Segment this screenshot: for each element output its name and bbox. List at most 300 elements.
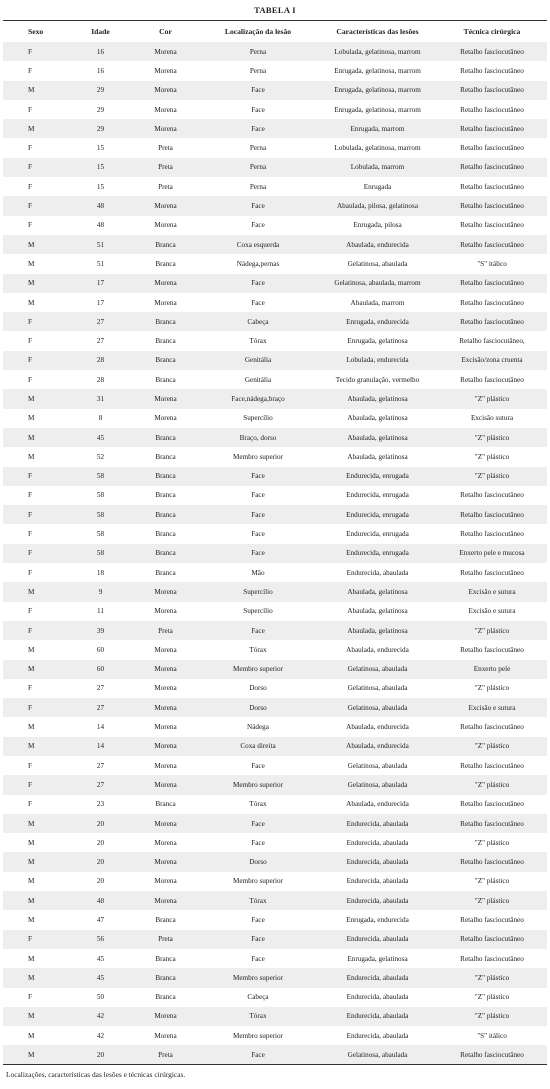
cell-cor: Morena: [154, 761, 177, 770]
table-row: [3, 1026, 547, 1045]
table-row: [3, 891, 547, 910]
cell-sexo: M: [3, 968, 68, 987]
cell-idade: 60: [96, 645, 105, 654]
cell-sexo: F: [3, 196, 68, 215]
cell-idade: 8: [98, 414, 103, 423]
cell-tecnica: "Z" plástico: [437, 775, 547, 794]
cell-cor: Morena: [154, 66, 177, 75]
table-row: [3, 486, 547, 505]
cell-tecnica: Retalho fasciocutâneo: [460, 645, 524, 654]
cell-sexo: M: [28, 723, 35, 732]
cell-tecnica: Retalho fasciocutâneo: [437, 235, 547, 254]
cell-cor: Preta: [158, 144, 173, 153]
table-row: [3, 988, 547, 1007]
cell-cor: Morena: [154, 684, 177, 693]
cell-sexo: M: [3, 274, 68, 293]
cell-idade: 42: [96, 1031, 105, 1040]
cell-tecnica: Retalho fasciocutâneo: [437, 505, 547, 524]
cell-idade: 58: [96, 491, 105, 500]
cell-localizacao: Perna: [249, 182, 267, 191]
cell-idade: 45: [68, 968, 133, 987]
cell-idade: 58: [68, 544, 133, 563]
cell-sexo: F: [3, 930, 68, 949]
cell-sexo: M: [28, 298, 35, 307]
cell-localizacao: Face: [198, 196, 318, 215]
cell-cor: Branca: [155, 530, 176, 539]
cell-localizacao: Face: [251, 105, 265, 114]
cell-caracteristicas: Enrugada, endurecida: [318, 312, 437, 331]
cell-caracteristicas: Gelatinosa, abaulada: [318, 775, 437, 794]
cell-cor: Preta: [133, 930, 198, 949]
cell-localizacao: Face: [251, 954, 265, 963]
cell-localizacao: Supercílio: [198, 582, 318, 601]
cell-tecnica: "Z" plástico: [474, 684, 510, 693]
cell-tecnica: "Z" plástico: [437, 968, 547, 987]
cell-tecnica: "Z" plástico: [437, 389, 547, 408]
cell-sexo: M: [3, 582, 68, 601]
cell-sexo: F: [28, 684, 32, 693]
cell-localizacao: Membro superior: [232, 877, 284, 886]
cell-tecnica: "Z" plástico: [437, 891, 547, 910]
cell-localizacao: Face: [198, 621, 318, 640]
cell-sexo: F: [28, 530, 32, 539]
cell-caracteristicas: Abaulada, pilosa, gelatinosa: [318, 196, 437, 215]
cell-idade: 20: [68, 814, 133, 833]
cell-localizacao: Tórax: [249, 800, 267, 809]
cell-sexo: M: [28, 414, 35, 423]
table-row: [3, 119, 547, 138]
table-row: [3, 582, 547, 601]
table-row: [3, 138, 547, 157]
cell-caracteristicas: Endurecida, abaulada: [318, 814, 437, 833]
cell-localizacao: Face: [198, 505, 318, 524]
cell-sexo: M: [3, 891, 68, 910]
cell-idade: 29: [96, 105, 105, 114]
table-row: [3, 563, 547, 582]
cell-tecnica: "S" itálico: [477, 259, 507, 268]
cell-caracteristicas: Enrugada, gelatinosa, marrom: [334, 66, 421, 75]
cell-cor: Morena: [154, 414, 177, 423]
cell-sexo: F: [28, 221, 32, 230]
cell-tecnica: Excisão sutura: [470, 414, 514, 423]
cell-sexo: M: [3, 737, 68, 756]
cell-sexo: M: [3, 1007, 68, 1026]
cell-tecnica: "Z" plástico: [474, 877, 510, 886]
cell-sexo: M: [3, 428, 68, 447]
table-row: [3, 775, 547, 794]
cell-tecnica: "Z" plástico: [474, 993, 510, 1002]
cell-cor: Morena: [154, 645, 177, 654]
cell-cor: Morena: [133, 1007, 198, 1026]
cell-cor: Morena: [133, 698, 198, 717]
cell-caracteristicas: Endurecida, abaulada: [318, 968, 437, 987]
table-row: [3, 158, 547, 177]
cell-localizacao: Perna: [198, 158, 318, 177]
cell-caracteristicas: Enrugada, gelatinosa, marrom: [318, 81, 437, 100]
cell-sexo: F: [3, 505, 68, 524]
cell-localizacao: Face: [198, 119, 318, 138]
table-row: [3, 389, 547, 408]
cell-localizacao: Braço, dorso: [198, 428, 318, 447]
table-row: [3, 312, 547, 331]
cell-sexo: F: [28, 761, 32, 770]
cell-sexo: F: [3, 544, 68, 563]
cell-tecnica: Retalho fasciocutâneo: [437, 930, 547, 949]
cell-cor: Branca: [155, 452, 176, 461]
cell-tecnica: Excisão e sutura: [437, 698, 547, 717]
table-row: [3, 370, 547, 389]
cell-localizacao: Face: [198, 1045, 318, 1064]
cell-localizacao: Tórax: [198, 891, 318, 910]
cell-sexo: F: [3, 158, 68, 177]
cell-localizacao: Dorso: [249, 684, 267, 693]
table-row: [3, 910, 547, 929]
table-row: [3, 544, 547, 563]
cell-idade: 52: [96, 452, 105, 461]
table-row: [3, 235, 547, 254]
cell-idade: 28: [68, 351, 133, 370]
cell-idade: 27: [68, 312, 133, 331]
cell-tecnica: "Z" plástico: [437, 621, 547, 640]
table-row: [3, 949, 547, 968]
table-row: [3, 872, 547, 891]
table-row: [3, 524, 547, 543]
cell-idade: 23: [96, 800, 105, 809]
cell-tecnica: Retalho fasciocutâneo: [437, 1045, 547, 1064]
table-header-row: [3, 21, 547, 42]
cell-cor: Morena: [154, 105, 177, 114]
table-row: [3, 814, 547, 833]
cell-tecnica: Excisão e sutura: [437, 582, 547, 601]
cell-idade: 47: [96, 916, 105, 924]
cell-idade: 48: [68, 196, 133, 215]
cell-sexo: F: [28, 800, 32, 809]
cell-tecnica: Retalho fasciocutâneo: [437, 119, 547, 138]
cell-caracteristicas: Abaulada, gelatinosa: [318, 582, 437, 601]
cell-idade: 27: [68, 775, 133, 794]
cell-tecnica: Retalho fasciocutâneo: [460, 761, 524, 770]
cell-cor: Morena: [154, 838, 177, 847]
cell-sexo: M: [28, 1031, 35, 1040]
cell-idade: 50: [96, 993, 105, 1002]
cell-sexo: M: [28, 954, 35, 963]
cell-cor: Preta: [133, 621, 198, 640]
cell-tecnica: Retalho fasciocutâneo: [437, 196, 547, 215]
header-sexo: Sexo: [28, 27, 44, 36]
cell-caracteristicas: Gelatinosa, abaulada: [347, 761, 408, 770]
cell-cor: Preta: [158, 182, 173, 191]
cell-cor: Morena: [154, 298, 177, 307]
cell-idade: 17: [96, 298, 105, 307]
cell-idade: 18: [96, 568, 105, 577]
cell-localizacao: Membro superior: [198, 660, 318, 679]
table-row: [3, 930, 547, 949]
cell-idade: 27: [96, 684, 105, 693]
cell-sexo: F: [3, 775, 68, 794]
cell-sexo: M: [3, 389, 68, 408]
cell-localizacao: Supercílio: [243, 414, 273, 423]
table-row: [3, 968, 547, 987]
cell-tecnica: Retalho fasciocutâneo: [437, 42, 547, 61]
cell-idade: 42: [68, 1007, 133, 1026]
table-row: [3, 640, 547, 659]
cell-tecnica: Retalho fasciocutâneo: [460, 800, 524, 809]
cell-caracteristicas: Abaulada, gelatinosa: [318, 428, 437, 447]
cell-localizacao: Cabeça: [198, 312, 318, 331]
table-row: [3, 717, 547, 736]
cell-sexo: F: [3, 42, 68, 61]
cell-sexo: M: [3, 235, 68, 254]
cell-caracteristicas: Gelatinosa, abaulada: [318, 1045, 437, 1064]
table-row: [3, 660, 547, 679]
cell-localizacao: Membro superior: [232, 452, 284, 461]
cell-cor: Branca: [155, 993, 176, 1002]
lesion-table: [3, 21, 547, 1065]
cell-caracteristicas: Gelatinosa, abaulada: [347, 259, 408, 268]
cell-caracteristicas: Endurecida, enrugada: [318, 544, 437, 563]
table-row: [3, 756, 547, 775]
header-idade: Idade: [91, 27, 110, 36]
cell-caracteristicas: Abaulada, marrom: [350, 298, 405, 307]
cell-sexo: F: [28, 105, 32, 114]
cell-tecnica: "Z" plástico: [437, 737, 547, 756]
cell-caracteristicas: Gelatinosa, abaulada: [347, 684, 408, 693]
cell-cor: Branca: [133, 968, 198, 987]
table-row: [3, 602, 547, 621]
cell-cor: Branca: [155, 259, 176, 268]
cell-idade: 56: [68, 930, 133, 949]
cell-cor: Morena: [133, 582, 198, 601]
cell-sexo: F: [28, 375, 32, 384]
cell-cor: Branca: [155, 954, 176, 963]
cell-caracteristicas: Endurecida, abaulada: [318, 891, 437, 910]
cell-cor: Morena: [133, 737, 198, 756]
cell-cor: Branca: [155, 800, 176, 809]
cell-caracteristicas: Abaulada, gelatinosa: [347, 414, 408, 423]
cell-caracteristicas: Endurecida, enrugada: [318, 467, 437, 486]
cell-sexo: F: [28, 993, 32, 1002]
table-row: [3, 621, 547, 640]
cell-caracteristicas: Lobulada, gelatinosa, marrom: [334, 144, 421, 153]
cell-idade: 51: [96, 259, 105, 268]
cell-tecnica: Retalho fasciocutâneo: [460, 144, 524, 153]
cell-tecnica: Retalho fasciocutâneo: [437, 274, 547, 293]
cell-caracteristicas: Enrugada, gelatinosa: [347, 337, 408, 346]
cell-tecnica: Retalho fasciocutâneo: [460, 375, 524, 384]
cell-idade: 45: [68, 428, 133, 447]
table-row: [3, 81, 547, 100]
table-row: [3, 1007, 547, 1026]
table-row: [3, 100, 547, 119]
cell-caracteristicas: Abaulada, gelatinosa: [318, 389, 437, 408]
cell-caracteristicas: Enrugada, endurecida: [346, 916, 409, 924]
cell-idade: 16: [96, 66, 105, 75]
cell-localizacao: Face: [198, 81, 318, 100]
cell-sexo: M: [3, 81, 68, 100]
cell-cor: Morena: [133, 852, 198, 871]
cell-idade: 9: [68, 582, 133, 601]
cell-localizacao: Face: [198, 930, 318, 949]
table-row: [3, 467, 547, 486]
cell-sexo: M: [28, 259, 35, 268]
cell-idade: 20: [96, 877, 105, 886]
cell-caracteristicas: Endurecida, abaulada: [346, 877, 409, 886]
cell-idade: 15: [96, 144, 105, 153]
cell-tecnica: Retalho fasciocutâneo: [460, 298, 524, 307]
cell-cor: Morena: [154, 877, 177, 886]
table-row: [3, 698, 547, 717]
table-row: [3, 331, 547, 350]
cell-localizacao: Supercílio: [243, 607, 273, 616]
cell-idade: 29: [68, 119, 133, 138]
cell-idade: 11: [97, 607, 104, 616]
table-row: [3, 216, 547, 235]
cell-idade: 14: [68, 737, 133, 756]
cell-idade: 48: [96, 221, 105, 230]
cell-idade: 20: [68, 1045, 133, 1064]
cell-cor: Branca: [133, 351, 198, 370]
cell-sexo: F: [3, 621, 68, 640]
cell-cor: Branca: [155, 337, 176, 346]
cell-caracteristicas: Lobulada, gelatinosa, marrom: [318, 42, 437, 61]
header-tecnica: Técnica cirúrgica: [463, 27, 521, 36]
cell-caracteristicas: Endurecida, enrugada: [346, 491, 409, 500]
cell-idade: 60: [68, 660, 133, 679]
cell-tecnica: Retalho fasciocutâneo: [460, 221, 524, 230]
cell-cor: Branca: [155, 491, 176, 500]
cell-caracteristicas: Gelatinosa, abaulada: [318, 660, 437, 679]
cell-idade: 16: [68, 42, 133, 61]
table-row: [3, 679, 547, 698]
cell-caracteristicas: Enrugada, gelatinosa: [347, 954, 408, 963]
cell-sexo: F: [28, 182, 32, 191]
cell-tecnica: Retalho fasciocutâneo: [460, 182, 524, 191]
table-row: [3, 852, 547, 871]
table-row: [3, 428, 547, 447]
cell-cor: Morena: [133, 775, 198, 794]
cell-cor: Morena: [133, 196, 198, 215]
cell-sexo: M: [3, 814, 68, 833]
cell-caracteristicas: Abaulada, gelatinosa: [318, 621, 437, 640]
cell-caracteristicas: Endurecida, abaulada: [318, 852, 437, 871]
header-localizacao: Localização da lesão: [224, 27, 292, 36]
cell-localizacao: Tórax: [249, 337, 267, 346]
cell-cor: Branca: [133, 544, 198, 563]
cell-caracteristicas: Gelatinosa, abaulada: [318, 698, 437, 717]
cell-localizacao: Face: [251, 838, 265, 847]
cell-caracteristicas: Gelatinosa, abaulada, marrom: [318, 274, 437, 293]
cell-tecnica: Retalho fasciocutâneo: [460, 916, 524, 924]
cell-caracteristicas: Endurecida, abaulada: [346, 838, 409, 847]
cell-tecnica: Excisão e sutura: [468, 607, 516, 616]
cell-sexo: M: [28, 877, 35, 886]
cell-localizacao: Nádega: [247, 723, 269, 732]
cell-caracteristicas: Abaulada, endurecida: [346, 645, 409, 654]
cell-cor: Morena: [154, 221, 177, 230]
cell-tecnica: "Z" plástico: [437, 1007, 547, 1026]
cell-caracteristicas: Abaulada, endurecida: [346, 723, 409, 732]
table-row: [3, 42, 547, 61]
cell-tecnica: Retalho fasciocutâneo: [437, 814, 547, 833]
cell-idade: 58: [68, 505, 133, 524]
cell-cor: Branca: [133, 235, 198, 254]
cell-localizacao: Perna: [249, 66, 267, 75]
cell-tecnica: "Z" plástico: [474, 838, 510, 847]
header-caracteristicas: Características das lesões: [336, 27, 419, 36]
table-row: [3, 196, 547, 215]
table-row: [3, 505, 547, 524]
cell-caracteristicas: Tecido granulação, vermelho: [335, 375, 420, 384]
cell-localizacao: Nádega,pernas: [236, 259, 280, 268]
table-row: [3, 1045, 547, 1064]
cell-tecnica: "Z" plástico: [437, 467, 547, 486]
cell-localizacao: Mão: [251, 568, 265, 577]
cell-sexo: F: [28, 568, 32, 577]
cell-sexo: F: [3, 351, 68, 370]
cell-tecnica: Enxerto pele e mucosa: [437, 544, 547, 563]
cell-cor: Branca: [155, 568, 176, 577]
cell-caracteristicas: Abaulada, gelatinosa: [347, 452, 408, 461]
cell-sexo: F: [28, 66, 32, 75]
cell-tecnica: "Z" plástico: [474, 452, 510, 461]
cell-idade: 20: [68, 852, 133, 871]
cell-caracteristicas: Abaulada, endurecida: [318, 737, 437, 756]
table-row: [3, 351, 547, 370]
cell-tecnica: Retalho fasciocutâneo: [460, 530, 524, 539]
cell-localizacao: Face: [251, 298, 265, 307]
table-row: [3, 293, 547, 312]
cell-tecnica: "S" itálico: [477, 1031, 507, 1040]
cell-caracteristicas: Endurecida, enrugada: [318, 505, 437, 524]
cell-tecnica: Retalho fasciocutâneo: [437, 312, 547, 331]
cell-localizacao: Membro superior: [198, 775, 318, 794]
cell-localizacao: Membro superior: [232, 1031, 284, 1040]
table-row: [3, 274, 547, 293]
table-row: [3, 833, 547, 852]
cell-sexo: F: [28, 491, 32, 500]
cell-sexo: M: [3, 660, 68, 679]
cell-localizacao: Perna: [249, 144, 267, 153]
cell-localizacao: Face: [198, 814, 318, 833]
cell-localizacao: Tórax: [249, 645, 267, 654]
cell-caracteristicas: Endurecida, abaulada: [318, 930, 437, 949]
cell-sexo: F: [28, 607, 32, 616]
cell-cor: Branca: [133, 428, 198, 447]
cell-tecnica: Retalho fasciocutâneo: [460, 491, 524, 500]
cell-sexo: M: [3, 852, 68, 871]
cell-idade: 29: [68, 81, 133, 100]
cell-caracteristicas: Abaulada, endurecida: [346, 800, 409, 809]
cell-sexo: M: [3, 119, 68, 138]
cell-localizacao: Membro superior: [198, 968, 318, 987]
table-bottom-rule: [3, 1064, 547, 1065]
cell-sexo: M: [28, 452, 35, 461]
table-row: [3, 737, 547, 756]
cell-localizacao: Face,nádega,braço: [198, 389, 318, 408]
cell-caracteristicas: Enrugada, gelatinosa, marrom: [334, 105, 421, 114]
cell-caracteristicas: Lobulada, marrom: [318, 158, 437, 177]
cell-idade: 20: [96, 838, 105, 847]
cell-cor: Branca: [133, 505, 198, 524]
cell-sexo: F: [28, 337, 32, 346]
cell-cor: Branca: [133, 467, 198, 486]
cell-idade: 58: [68, 467, 133, 486]
cell-localizacao: Face: [251, 761, 265, 770]
cell-tecnica: Retalho fasciocutâneo,: [459, 337, 525, 346]
cell-idade: 15: [96, 182, 105, 191]
cell-sexo: F: [3, 312, 68, 331]
cell-tecnica: Retalho fasciocutâneo: [437, 852, 547, 871]
